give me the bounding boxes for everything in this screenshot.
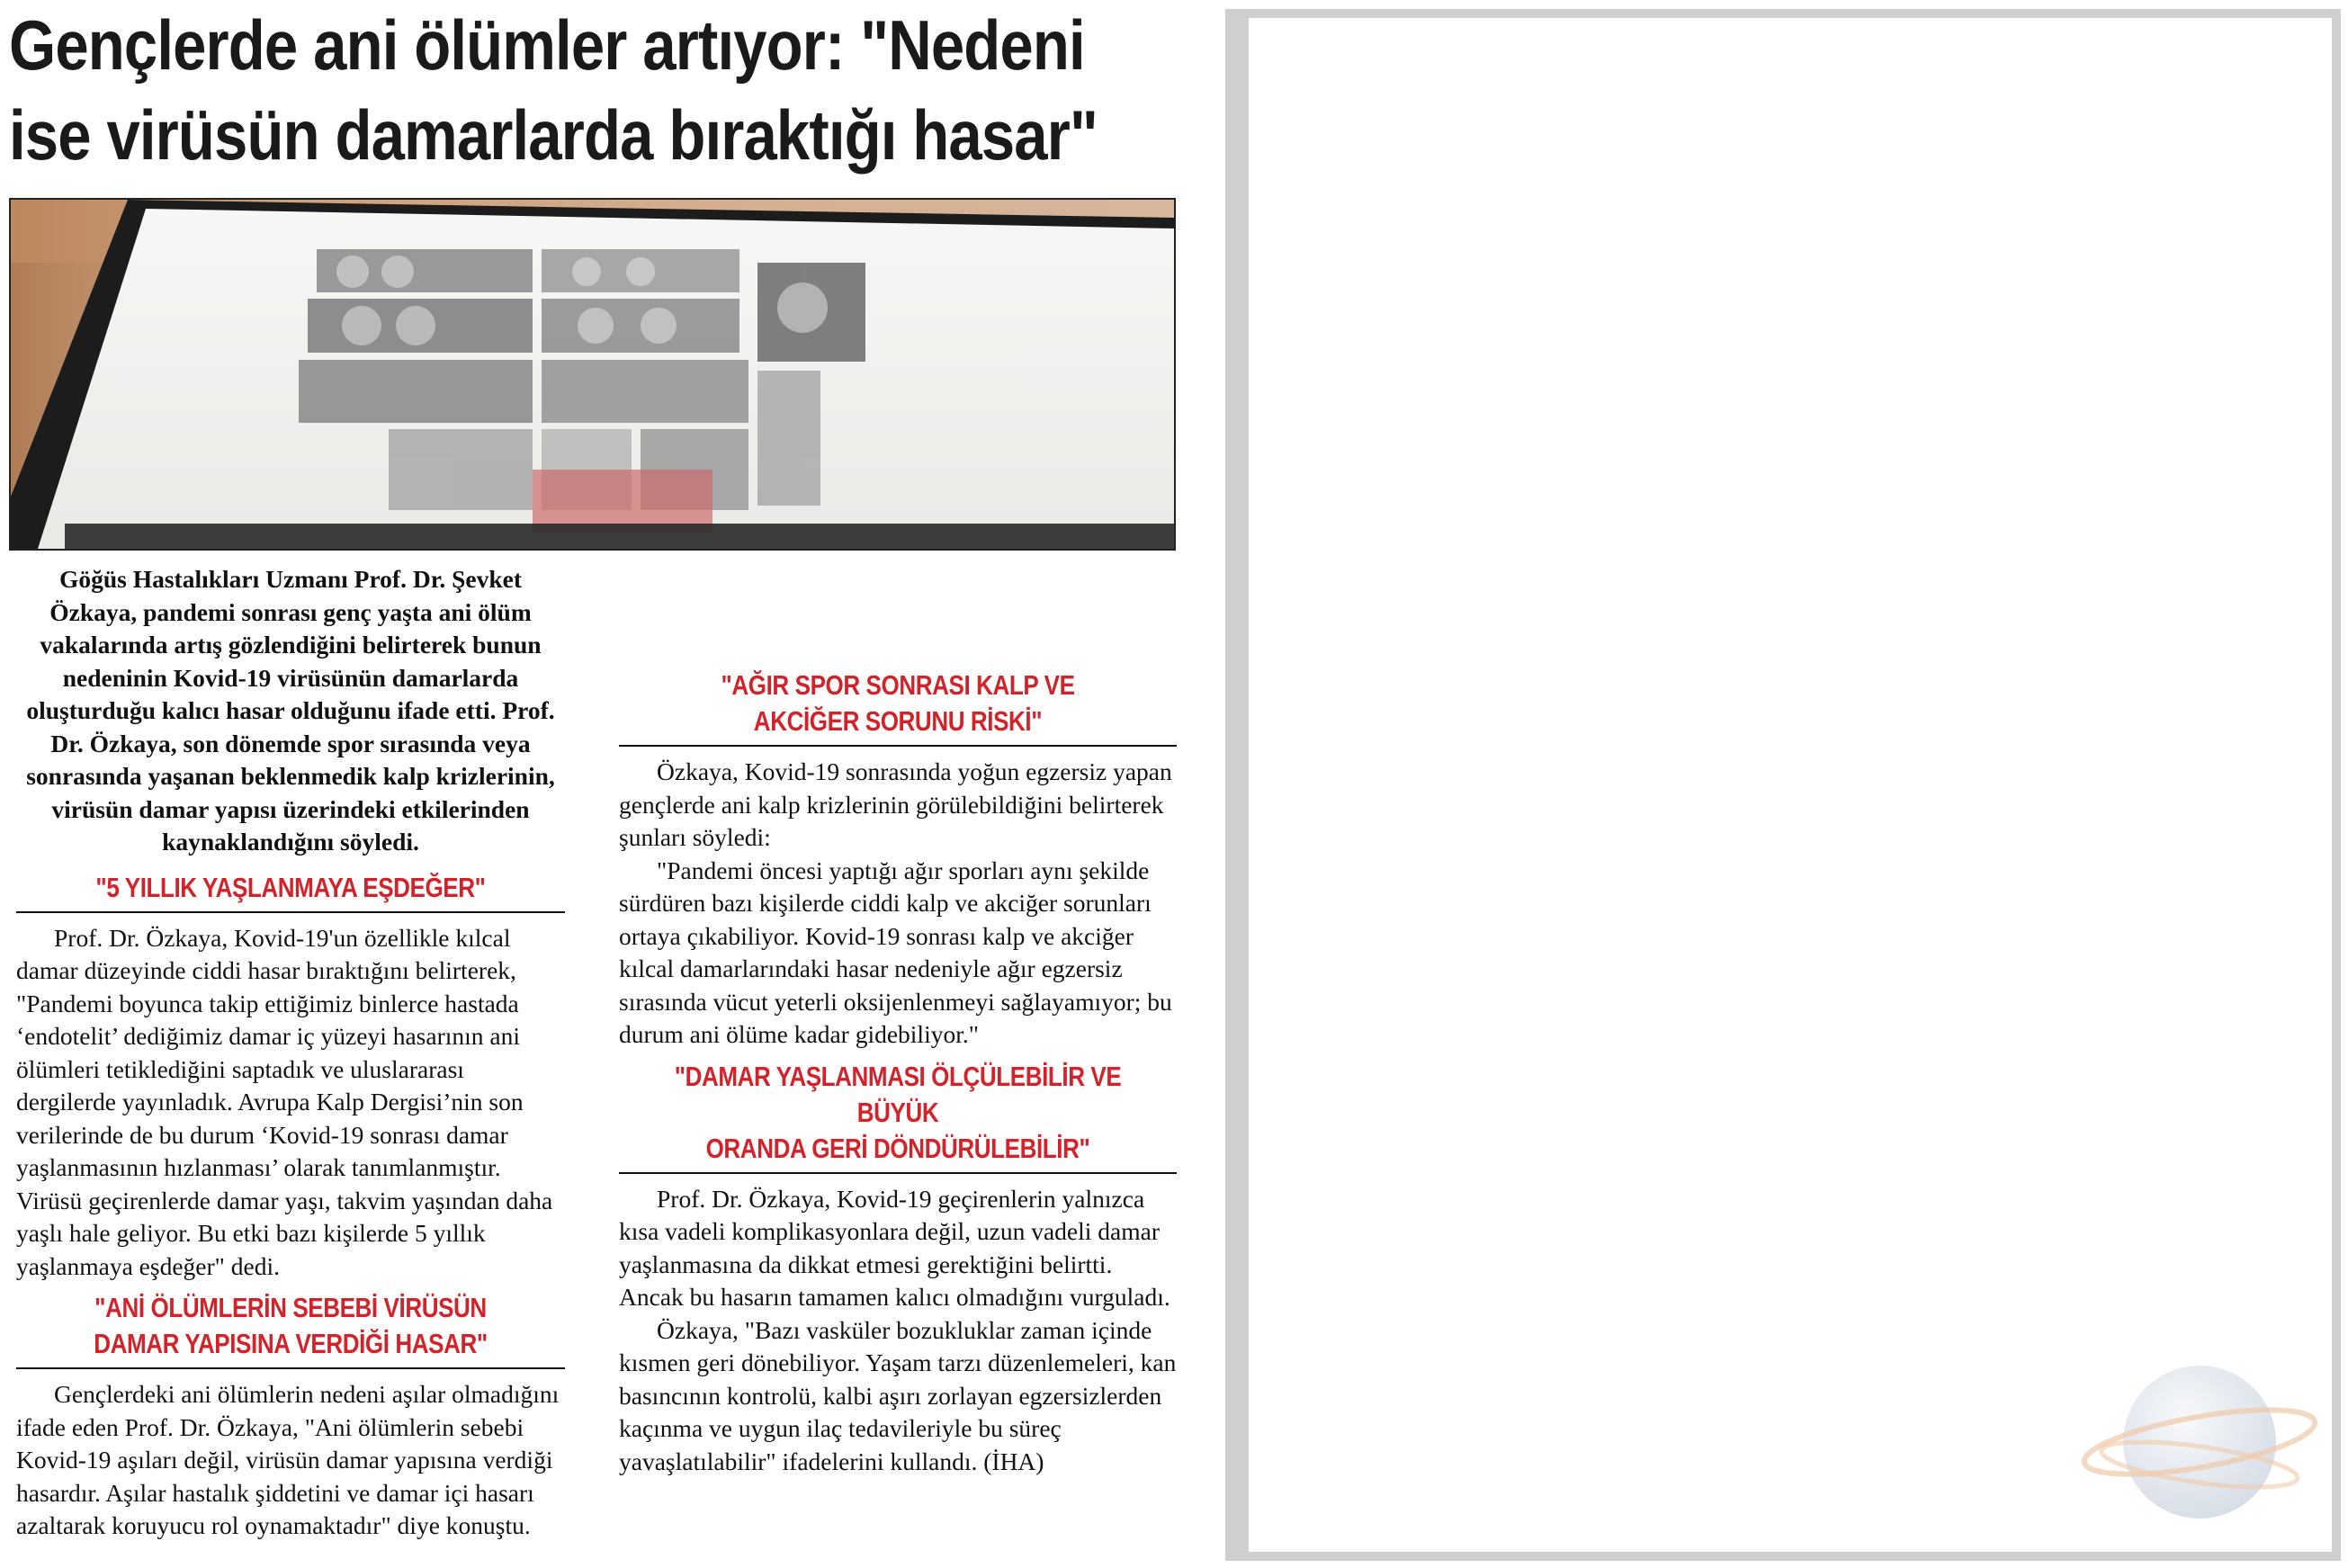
subhead-line: "AĞIR SPOR SONRASI KALP VE [721, 669, 1075, 701]
section-rule [16, 1367, 565, 1369]
headline [9, 0, 1098, 180]
body-paragraph: Prof. Dr. Özkaya, Kovid-19 geçirenlerin yalnızca kısa vadeli komplikasyonlara değil, uzun vadeli damar yaşlanmasına da dikkat etmesi gerektiğini belirtti. Ancak bu hasarın tamamen kalıcı olmadığını vurguladı. [619, 1184, 1170, 1311]
subhead-ani-olumler [16, 1290, 565, 1362]
column-right [619, 563, 1177, 1478]
headline-line-1: Gençlerde ani ölümler artıyor: "Nedeni [9, 5, 1085, 85]
body-paragraph: Özkaya, "Bazı vasküler bozukluklar zaman içinde kısmen geri dönebiliyor. Yaşam tarzı düzenlemeleri, kan basıncının kontrolü, kalbi aşırı zorlayan egzersizlerden kaçınma ve uygun ilaç tedavileriyle bu süreç yavaşlatılabilir" ifadelerini kullandı. (İHA) [619, 1315, 1177, 1475]
globe-logo-icon [2078, 1357, 2321, 1532]
subhead-line: DAMAR YAPISINA VERDİĞİ HASAR" [94, 1328, 488, 1359]
body-paragraph: "Pandemi öncesi yaptığı ağır sporları aynı şekilde sürdüren bazı kişilerde ciddi kalp ve akciğer sorunları ortaya çıkabiliyor. Kovid-19 sonrası kalp ve akciğer kılcal damarlarındaki hasar nedeniyle ağır egzersiz sırasında vücut yeterli oksijenlenmeyi sağlayamıyor; bu durum ani ölüme kadar gidebiliyor." [619, 856, 1172, 1048]
body-paragraph: Prof. Dr. Özkaya, Kovid-19'un özellikle kılcal damar düzeyinde ciddi hasar bıraktığını belirterek, "Pandemi boyunca takip ettiğimiz binlerce hastada ‘endotelit’ dediğimiz damar iç yüzeyi hasarının ani ölümleri tetiklediğini saptadık ve uluslararası dergilerde yayınladık. Avrupa Kalp Dergisi’nin son verilerinde de bu durum ‘Kovid-19 sonrası damar yaşlanmasının hızlanması’ olarak tanımlanmıştır. Virüsü geçirenlerde damar yaşı, takvim yaşından daha yaşlı hale geliyor. Bu etki bazı kişilerde 5 yıllık yaşlanmaya eşdeğer" dedi. [16, 923, 553, 1280]
headline-line-2: ise virüsün damarlarda bıraktığı hasar" [9, 95, 1098, 175]
column-left [16, 563, 565, 1543]
subhead-line: ORANDA GERİ DÖNDÜRÜLEBİLİR" [705, 1132, 1090, 1164]
section-rule [619, 745, 1177, 747]
sidebox-frame [1225, 9, 2341, 1561]
article-lead: Göğüs Hastalıkları Uzmanı Prof. Dr. Şevket Özkaya, pandemi sonrası genç yaşta ani ölüm vakalarında artış gözlendiğini belirterek bunun nedeninin Kovid-19 virüsünün damarlarda oluşturduğu kalıcı hasar olduğunu ifade etti. Prof. Dr. Özkaya, son dönemde spor sırasında veya sonrasında yaşanan beklenmedik kalp krizlerinin, virüsün damar yapısı üzerindeki etkilerinden kaynaklandığını söyledi. [26, 565, 555, 856]
section-rule [619, 1172, 1177, 1174]
subhead-agir-spor [619, 668, 1177, 739]
subhead-damar-yaslanmasi [619, 1059, 1177, 1167]
subhead-5-yillik: "5 YILLIK YAŞLANMAYA EŞDEĞER" [95, 871, 486, 903]
body-paragraph: Özkaya, Kovid-19 sonrasında yoğun egzersiz yapan gençlerde ani kalp krizlerinin görülebildiğini belirterek şunları söyledi: [619, 757, 1172, 851]
article-photo [9, 198, 1176, 551]
subhead-line: "DAMAR YAŞLANMASI ÖLÇÜLEBİLİR VE BÜYÜK [674, 1060, 1122, 1128]
section-rule [16, 911, 565, 913]
subhead-line: "ANİ ÖLÜMLERİN SEBEBİ VİRÜSÜN [94, 1292, 487, 1323]
subhead-line: AKCİĞER SORUNU RİSKİ" [753, 705, 1043, 737]
body-paragraph: Gençlerdeki ani ölümlerin nedeni aşılar olmadığını ifade eden Prof. Dr. Özkaya, "Ani ölümlerin sebebi Kovid-19 aşıları değil, virüsün damar yapısına verdiği hasardır. Aşılar hastalık şiddetini ve damar içi hasarı azaltarak koruyucu rol oynamaktadır" diye konuştu. [16, 1380, 560, 1539]
